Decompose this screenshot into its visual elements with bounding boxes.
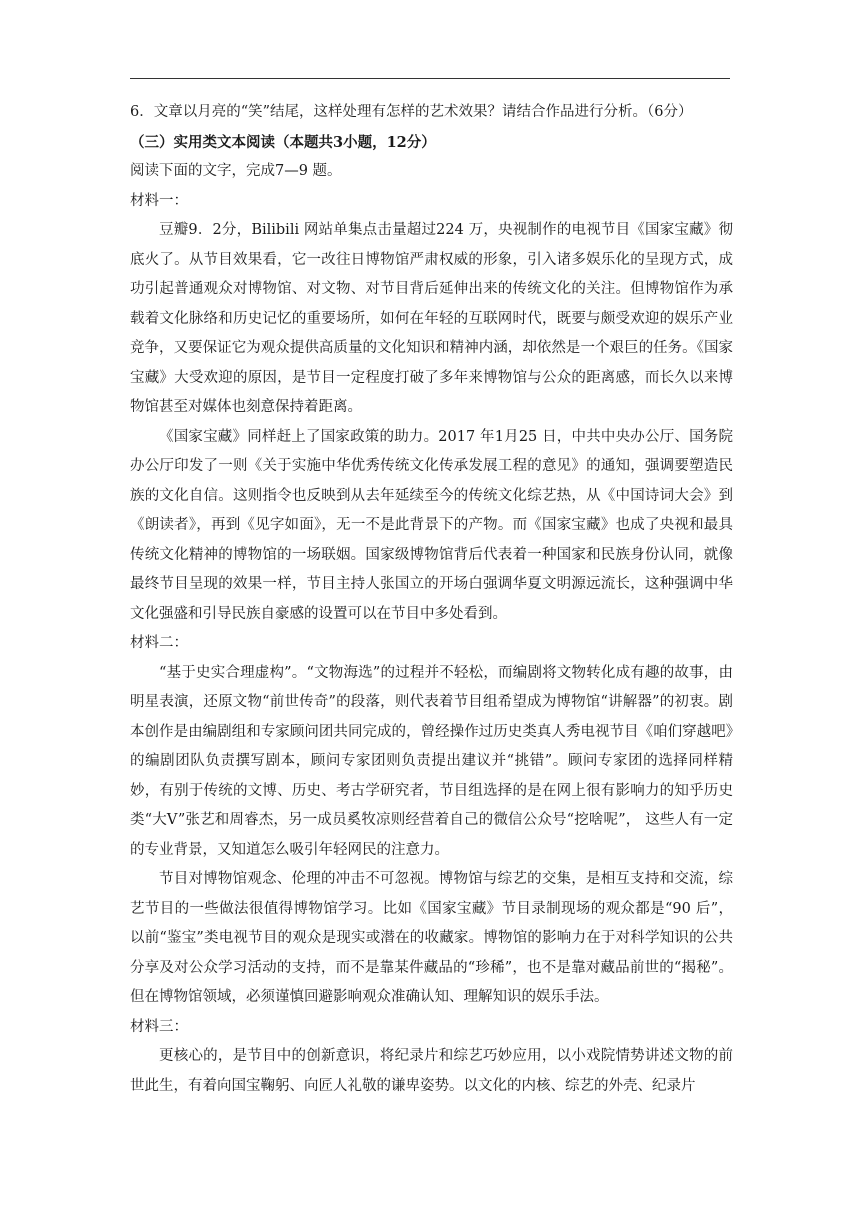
material-2-label: 材料二：	[130, 635, 188, 651]
material-3-label: 材料三：	[130, 1018, 188, 1035]
section-title: （三）实用类文本阅读（本题共3小题，12分）	[130, 133, 436, 151]
question-6: 6．文章以月亮的“笑”结尾，这样处理有怎样的艺术效果？请结合作品进行分析。（6分）	[130, 104, 693, 120]
material-1-paragraph-1: 豆瓣9．2分，Bilibili 网站单集点击量超过224 万，央视制作的电视节目《国家宝藏》彻底火了。从节目效果看，它一改往日博物馆严肃权威的形象，引入诸多娱乐化的呈现方式，成功引起普通观众对博物馆、对文物、对节目背后延伸出来的传统文化的关注。但博物馆作为承载着文化脉络和历史记忆的重要场所，如何在年轻的互联网时代，既要与颇受欢迎的娱乐产业竞争，又要保证它为观众提供高质量的文化知识和精神内涵，却依然是一个艰巨的任务。《国家宝藏》大受欢迎的原因，是节目一定程度打破了多年来博物馆与公众的距离感，而长久以来博物馆甚至对媒体也刻意保持着距离。	[130, 222, 733, 415]
material-2-paragraph-2: 节目对博物馆观念、伦理的冲击不可忽视。博物馆与综艺的交集，是相互支持和交流，综艺节目的一些做法很值得博物馆学习。比如《国家宝藏》节目录制现场的观众都是“90 后”，以前“鉴宝”类电视节目的观众是现实或潜在的收藏家。博物馆的影响力在于对科学知识的公共分享及对公众学习活动的支持，而不是靠某件藏品的“珍稀”，也不是靠对藏品前世的“揭秘”。但在博物馆领域，必须谨慎回避影响观众准确认知、理解知识的娱乐手法。	[130, 871, 733, 1005]
document-body	[130, 98, 733, 1101]
material-2-paragraph-1: “基于史实合理虚构”。“文物海选”的过程并不轻松，而编剧将文物转化成有趣的故事，由明星表演，还原文物“前世传奇”的段落，则代表着节目组希望成为博物馆“讲解器”的初衷。剧本创作是由编剧组和专家顾问团共同完成的，曾经操作过历史类真人秀电视节目《咱们穿越吧》的编剧团队负责撰写剧本，顾问专家团则负责提出建议并“挑错”。顾问专家团的选择同样精妙，有别于传统的文博、历史、考古学研究者，节目组选择的是在网上很有影响力的知乎历史类“大V”张艺和周睿杰，另一成员奚牧凉则经营着自己的微信公众号“挖啥呢”， 这些人有一定的专业背景，又知道怎么吸引年轻网民的注意力。	[130, 664, 733, 858]
header-rule	[130, 78, 730, 79]
material-1-label: 材料一：	[130, 192, 188, 209]
reading-instruction: 阅读下面的文字，完成7—9 题。	[130, 163, 342, 179]
material-1-paragraph-2: 《国家宝藏》同样赶上了国家政策的助力。2017 年1月25 日，中共中央办公厅、国务院办公厅印发了一则《关于实施中华优秀传统文化传承发展工程的意见》的通知，强调要塑造民族的文化自信。这则指令也反映到从去年延续至今的传统文化综艺热，从《中国诗词大会》到《朗读者》，再到《见字如面》，无一不是此背景下的产物。而《国家宝藏》也成了央视和最具传统文化精神的博物馆的一场联姻。国家级博物馆背后代表着一种国家和民族身份认同，就像最终节目呈现的效果一样，节目主持人张国立的开场白强调华夏文明源远流长，这种强调中华文化强盛和引导民族自豪感的设置可以在节目中多处看到。	[130, 428, 733, 622]
material-3-paragraph-1: 更核心的，是节目中的创新意识，将纪录片和综艺巧妙应用，以小戏院情势讲述文物的前世此生，有着向国宝鞠躬、向匠人礼敬的谦卑姿势。以文化的内核、综艺的外壳、纪录片	[130, 1048, 733, 1094]
